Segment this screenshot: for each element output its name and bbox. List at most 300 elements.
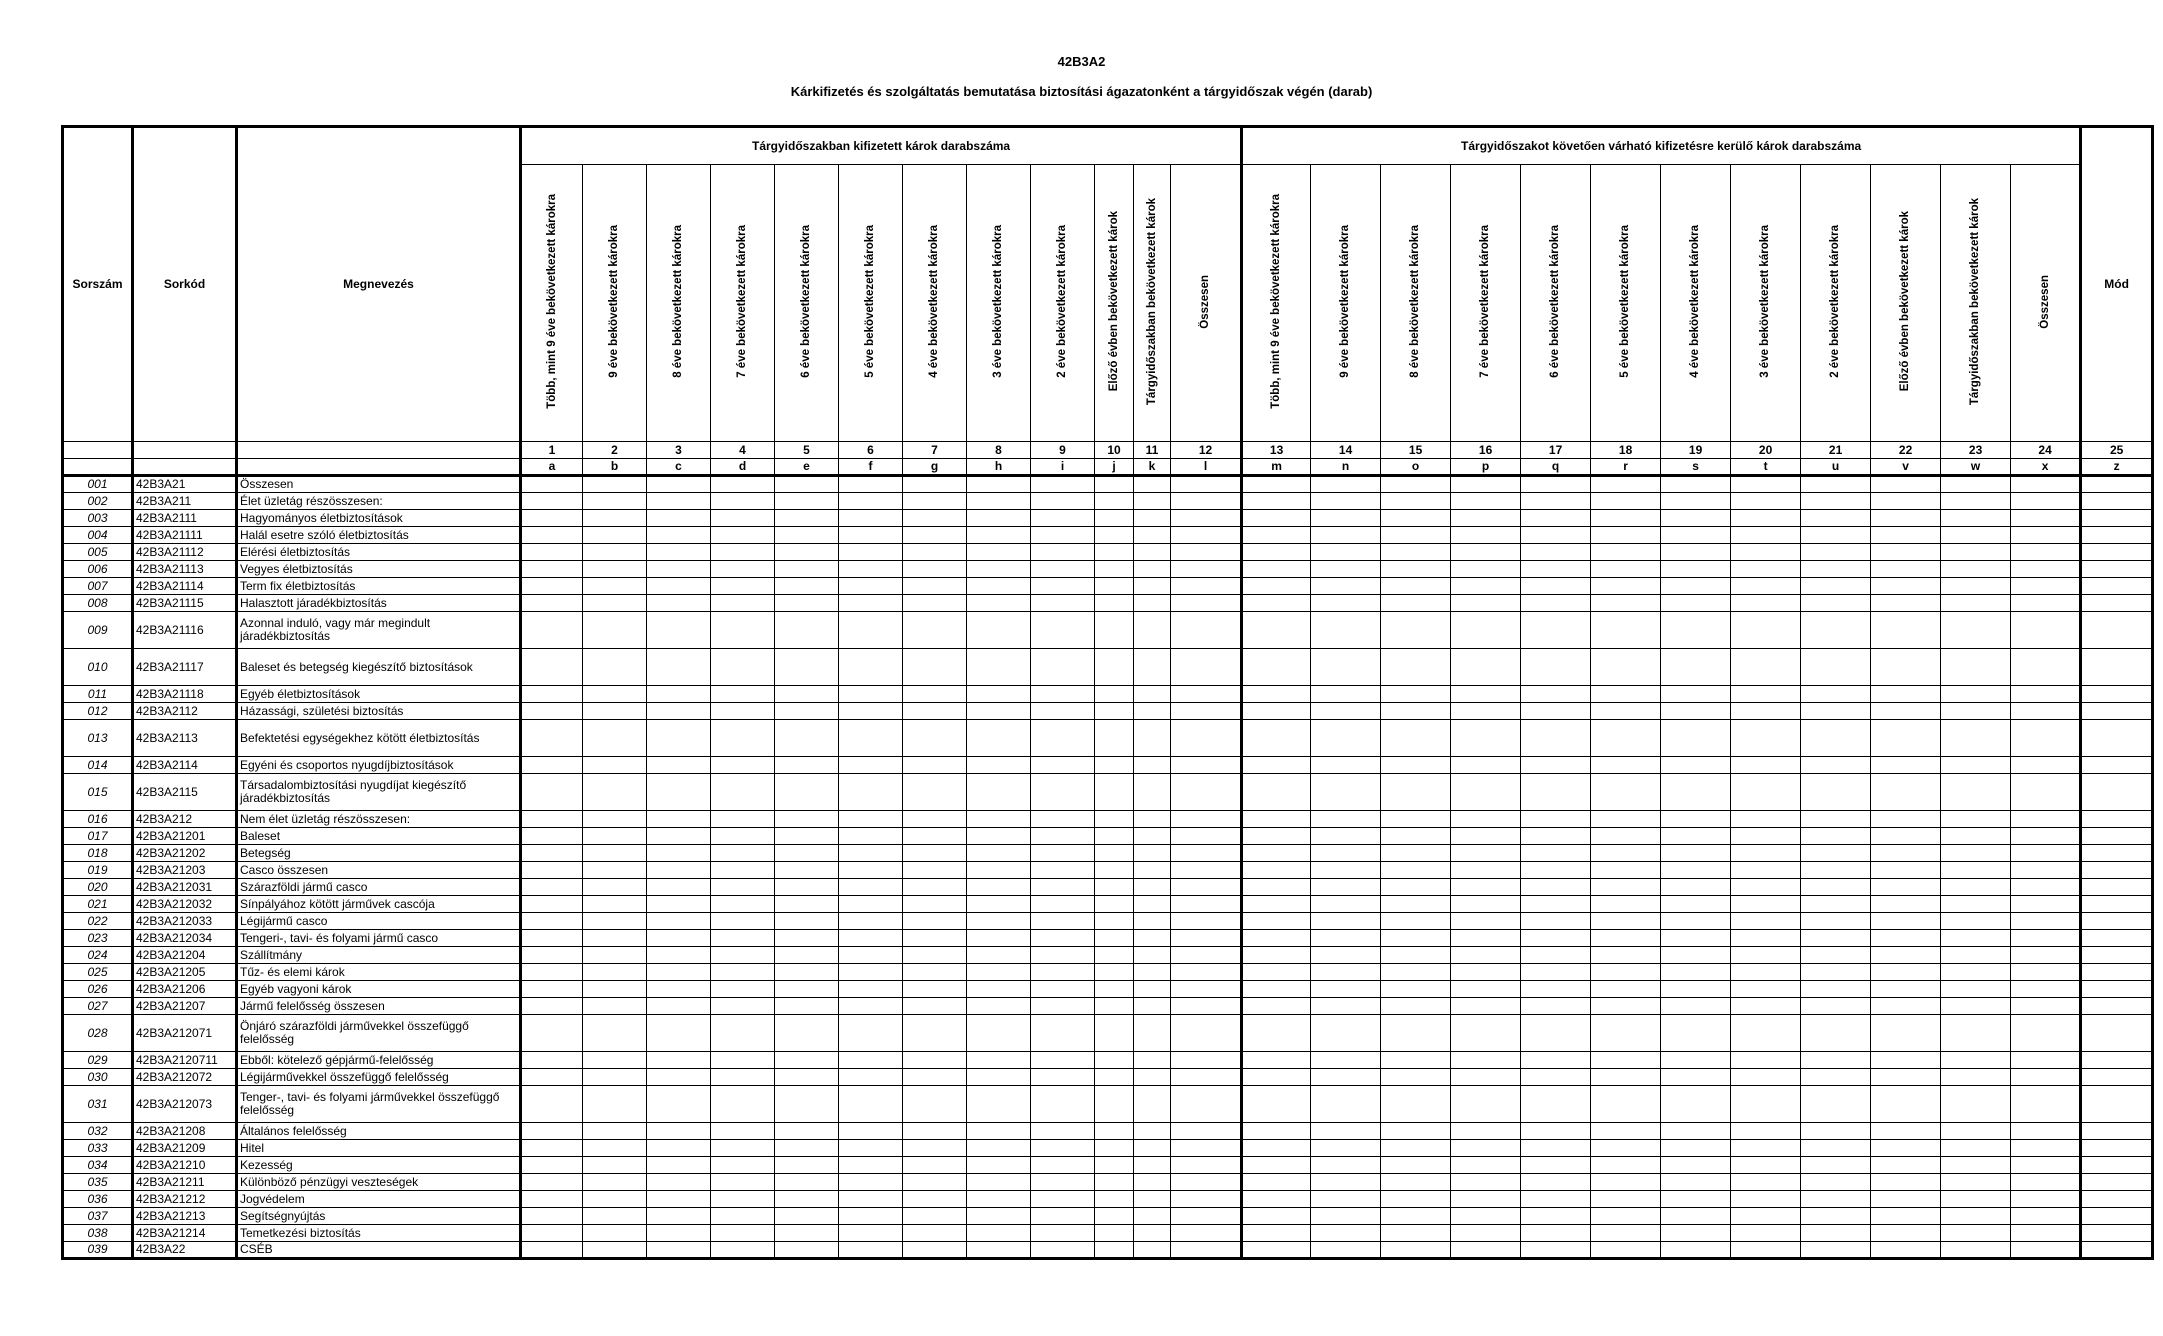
data-cell[interactable] (1134, 1015, 1171, 1052)
data-cell[interactable] (1311, 1015, 1381, 1052)
data-cell[interactable] (1521, 757, 1591, 774)
data-cell[interactable] (903, 578, 967, 595)
data-cell[interactable] (1521, 1242, 1591, 1259)
data-cell[interactable] (1871, 1069, 1941, 1086)
data-cell[interactable] (2081, 544, 2153, 561)
data-cell[interactable] (1311, 1052, 1381, 1069)
data-cell[interactable] (903, 1208, 967, 1225)
data-cell[interactable] (1591, 998, 1661, 1015)
data-cell[interactable] (1171, 686, 1242, 703)
data-cell[interactable] (647, 595, 711, 612)
data-cell[interactable] (711, 1191, 775, 1208)
data-cell[interactable] (1095, 649, 1134, 686)
data-cell[interactable] (1171, 879, 1242, 896)
data-cell[interactable] (2011, 544, 2081, 561)
data-cell[interactable] (711, 595, 775, 612)
data-cell[interactable] (1591, 1052, 1661, 1069)
data-cell[interactable] (1941, 1174, 2011, 1191)
data-cell[interactable] (1731, 774, 1801, 811)
data-cell[interactable] (1095, 879, 1134, 896)
data-cell[interactable] (1095, 862, 1134, 879)
data-cell[interactable] (1242, 544, 1311, 561)
data-cell[interactable] (1031, 686, 1095, 703)
data-cell[interactable] (2081, 862, 2153, 879)
data-cell[interactable] (1381, 913, 1451, 930)
data-cell[interactable] (2081, 1015, 2153, 1052)
data-cell[interactable] (647, 527, 711, 544)
data-cell[interactable] (1661, 896, 1731, 913)
data-cell[interactable] (711, 686, 775, 703)
data-cell[interactable] (1095, 476, 1134, 493)
data-cell[interactable] (1661, 686, 1731, 703)
data-cell[interactable] (1801, 1191, 1871, 1208)
data-cell[interactable] (711, 544, 775, 561)
data-cell[interactable] (1171, 1123, 1242, 1140)
data-cell[interactable] (1941, 510, 2011, 527)
data-cell[interactable] (839, 649, 903, 686)
data-cell[interactable] (1521, 1052, 1591, 1069)
data-cell[interactable] (521, 930, 583, 947)
data-cell[interactable] (2011, 828, 2081, 845)
data-cell[interactable] (2081, 964, 2153, 981)
data-cell[interactable] (711, 757, 775, 774)
data-cell[interactable] (1731, 1242, 1801, 1259)
data-cell[interactable] (647, 649, 711, 686)
data-cell[interactable] (1521, 595, 1591, 612)
data-cell[interactable] (583, 1174, 647, 1191)
data-cell[interactable] (967, 686, 1031, 703)
data-cell[interactable] (2081, 811, 2153, 828)
data-cell[interactable] (1521, 493, 1591, 510)
data-cell[interactable] (1242, 595, 1311, 612)
data-cell[interactable] (967, 544, 1031, 561)
data-cell[interactable] (1242, 1191, 1311, 1208)
data-cell[interactable] (2011, 612, 2081, 649)
data-cell[interactable] (1521, 561, 1591, 578)
data-cell[interactable] (1731, 913, 1801, 930)
data-cell[interactable] (1095, 1242, 1134, 1259)
data-cell[interactable] (839, 561, 903, 578)
data-cell[interactable] (1801, 510, 1871, 527)
data-cell[interactable] (1095, 845, 1134, 862)
data-cell[interactable] (1242, 527, 1311, 544)
data-cell[interactable] (2011, 1069, 2081, 1086)
data-cell[interactable] (775, 1086, 839, 1123)
data-cell[interactable] (1242, 998, 1311, 1015)
data-cell[interactable] (1871, 757, 1941, 774)
data-cell[interactable] (1521, 879, 1591, 896)
data-cell[interactable] (1871, 703, 1941, 720)
data-cell[interactable] (775, 1069, 839, 1086)
data-cell[interactable] (711, 510, 775, 527)
data-cell[interactable] (647, 845, 711, 862)
data-cell[interactable] (775, 1242, 839, 1259)
data-cell[interactable] (711, 1140, 775, 1157)
data-cell[interactable] (839, 896, 903, 913)
data-cell[interactable] (839, 757, 903, 774)
data-cell[interactable] (1095, 811, 1134, 828)
data-cell[interactable] (647, 1069, 711, 1086)
data-cell[interactable] (2081, 774, 2153, 811)
data-cell[interactable] (967, 1123, 1031, 1140)
data-cell[interactable] (1941, 686, 2011, 703)
data-cell[interactable] (1451, 879, 1521, 896)
data-cell[interactable] (1311, 1086, 1381, 1123)
data-cell[interactable] (2081, 981, 2153, 998)
data-cell[interactable] (839, 845, 903, 862)
data-cell[interactable] (1095, 1140, 1134, 1157)
data-cell[interactable] (2081, 1225, 2153, 1242)
data-cell[interactable] (583, 845, 647, 862)
data-cell[interactable] (711, 476, 775, 493)
data-cell[interactable] (1871, 930, 1941, 947)
data-cell[interactable] (647, 720, 711, 757)
data-cell[interactable] (1731, 896, 1801, 913)
data-cell[interactable] (1871, 879, 1941, 896)
data-cell[interactable] (903, 862, 967, 879)
data-cell[interactable] (839, 1086, 903, 1123)
data-cell[interactable] (1451, 862, 1521, 879)
data-cell[interactable] (647, 476, 711, 493)
data-cell[interactable] (903, 757, 967, 774)
data-cell[interactable] (521, 493, 583, 510)
data-cell[interactable] (1451, 1225, 1521, 1242)
data-cell[interactable] (647, 947, 711, 964)
data-cell[interactable] (1801, 757, 1871, 774)
data-cell[interactable] (1171, 561, 1242, 578)
data-cell[interactable] (1871, 1086, 1941, 1123)
data-cell[interactable] (1095, 998, 1134, 1015)
data-cell[interactable] (1521, 896, 1591, 913)
data-cell[interactable] (1311, 998, 1381, 1015)
data-cell[interactable] (1731, 828, 1801, 845)
data-cell[interactable] (903, 1191, 967, 1208)
data-cell[interactable] (1801, 527, 1871, 544)
data-cell[interactable] (647, 998, 711, 1015)
data-cell[interactable] (1311, 879, 1381, 896)
data-cell[interactable] (1134, 1225, 1171, 1242)
data-cell[interactable] (647, 757, 711, 774)
data-cell[interactable] (903, 964, 967, 981)
data-cell[interactable] (711, 493, 775, 510)
data-cell[interactable] (903, 930, 967, 947)
data-cell[interactable] (1095, 774, 1134, 811)
data-cell[interactable] (1731, 595, 1801, 612)
data-cell[interactable] (839, 1174, 903, 1191)
data-cell[interactable] (1134, 845, 1171, 862)
data-cell[interactable] (2011, 703, 2081, 720)
data-cell[interactable] (1311, 476, 1381, 493)
data-cell[interactable] (583, 510, 647, 527)
data-cell[interactable] (1311, 1140, 1381, 1157)
data-cell[interactable] (1031, 879, 1095, 896)
data-cell[interactable] (1731, 612, 1801, 649)
data-cell[interactable] (1661, 981, 1731, 998)
data-cell[interactable] (1941, 1086, 2011, 1123)
data-cell[interactable] (1381, 1052, 1451, 1069)
data-cell[interactable] (1242, 578, 1311, 595)
data-cell[interactable] (1731, 757, 1801, 774)
data-cell[interactable] (1941, 964, 2011, 981)
data-cell[interactable] (1941, 720, 2011, 757)
data-cell[interactable] (1242, 845, 1311, 862)
data-cell[interactable] (1591, 561, 1661, 578)
data-cell[interactable] (1661, 1123, 1731, 1140)
data-cell[interactable] (1731, 703, 1801, 720)
data-cell[interactable] (903, 879, 967, 896)
data-cell[interactable] (1801, 845, 1871, 862)
data-cell[interactable] (711, 1242, 775, 1259)
data-cell[interactable] (903, 1123, 967, 1140)
data-cell[interactable] (1381, 1208, 1451, 1225)
data-cell[interactable] (1311, 862, 1381, 879)
data-cell[interactable] (1031, 1208, 1095, 1225)
data-cell[interactable] (1591, 896, 1661, 913)
data-cell[interactable] (1031, 1086, 1095, 1123)
data-cell[interactable] (1311, 757, 1381, 774)
data-cell[interactable] (1521, 649, 1591, 686)
data-cell[interactable] (903, 845, 967, 862)
data-cell[interactable] (1134, 578, 1171, 595)
data-cell[interactable] (2011, 845, 2081, 862)
data-cell[interactable] (839, 1208, 903, 1225)
data-cell[interactable] (1381, 578, 1451, 595)
data-cell[interactable] (1941, 1069, 2011, 1086)
data-cell[interactable] (2081, 578, 2153, 595)
data-cell[interactable] (1661, 1140, 1731, 1157)
data-cell[interactable] (1871, 913, 1941, 930)
data-cell[interactable] (1171, 981, 1242, 998)
data-cell[interactable] (1031, 1191, 1095, 1208)
data-cell[interactable] (1031, 527, 1095, 544)
data-cell[interactable] (1801, 930, 1871, 947)
data-cell[interactable] (903, 1086, 967, 1123)
data-cell[interactable] (1381, 811, 1451, 828)
data-cell[interactable] (1451, 510, 1521, 527)
data-cell[interactable] (1801, 862, 1871, 879)
data-cell[interactable] (1311, 774, 1381, 811)
data-cell[interactable] (775, 544, 839, 561)
data-cell[interactable] (839, 703, 903, 720)
data-cell[interactable] (1031, 981, 1095, 998)
data-cell[interactable] (839, 981, 903, 998)
data-cell[interactable] (1661, 1069, 1731, 1086)
data-cell[interactable] (967, 510, 1031, 527)
data-cell[interactable] (1311, 1242, 1381, 1259)
data-cell[interactable] (775, 1225, 839, 1242)
data-cell[interactable] (711, 561, 775, 578)
data-cell[interactable] (1591, 686, 1661, 703)
data-cell[interactable] (1311, 896, 1381, 913)
data-cell[interactable] (1031, 862, 1095, 879)
data-cell[interactable] (2011, 561, 2081, 578)
data-cell[interactable] (1801, 720, 1871, 757)
data-cell[interactable] (839, 686, 903, 703)
data-cell[interactable] (1134, 947, 1171, 964)
data-cell[interactable] (903, 686, 967, 703)
data-cell[interactable] (1311, 544, 1381, 561)
data-cell[interactable] (1451, 1123, 1521, 1140)
data-cell[interactable] (583, 964, 647, 981)
data-cell[interactable] (647, 913, 711, 930)
data-cell[interactable] (1941, 845, 2011, 862)
data-cell[interactable] (1095, 913, 1134, 930)
data-cell[interactable] (1311, 649, 1381, 686)
data-cell[interactable] (1171, 862, 1242, 879)
data-cell[interactable] (1242, 964, 1311, 981)
data-cell[interactable] (839, 1242, 903, 1259)
data-cell[interactable] (1941, 811, 2011, 828)
data-cell[interactable] (967, 561, 1031, 578)
data-cell[interactable] (775, 1191, 839, 1208)
data-cell[interactable] (521, 1140, 583, 1157)
data-cell[interactable] (775, 1174, 839, 1191)
data-cell[interactable] (1941, 476, 2011, 493)
data-cell[interactable] (1381, 1015, 1451, 1052)
data-cell[interactable] (775, 1052, 839, 1069)
data-cell[interactable] (1591, 612, 1661, 649)
data-cell[interactable] (1242, 1225, 1311, 1242)
data-cell[interactable] (1521, 720, 1591, 757)
data-cell[interactable] (1134, 811, 1171, 828)
data-cell[interactable] (647, 612, 711, 649)
data-cell[interactable] (1801, 1174, 1871, 1191)
data-cell[interactable] (2081, 879, 2153, 896)
data-cell[interactable] (775, 879, 839, 896)
data-cell[interactable] (1941, 896, 2011, 913)
data-cell[interactable] (1311, 947, 1381, 964)
data-cell[interactable] (1661, 1208, 1731, 1225)
data-cell[interactable] (1171, 720, 1242, 757)
data-cell[interactable] (1031, 1123, 1095, 1140)
data-cell[interactable] (1095, 527, 1134, 544)
data-cell[interactable] (1521, 998, 1591, 1015)
data-cell[interactable] (521, 1157, 583, 1174)
data-cell[interactable] (2011, 998, 2081, 1015)
data-cell[interactable] (1451, 1140, 1521, 1157)
data-cell[interactable] (711, 649, 775, 686)
data-cell[interactable] (1591, 811, 1661, 828)
data-cell[interactable] (1731, 879, 1801, 896)
data-cell[interactable] (1591, 774, 1661, 811)
data-cell[interactable] (1171, 1157, 1242, 1174)
data-cell[interactable] (967, 1069, 1031, 1086)
data-cell[interactable] (2011, 774, 2081, 811)
data-cell[interactable] (1031, 896, 1095, 913)
data-cell[interactable] (1242, 1015, 1311, 1052)
data-cell[interactable] (1134, 930, 1171, 947)
data-cell[interactable] (2081, 1242, 2153, 1259)
data-cell[interactable] (647, 1140, 711, 1157)
data-cell[interactable] (1171, 510, 1242, 527)
data-cell[interactable] (1801, 1086, 1871, 1123)
data-cell[interactable] (583, 649, 647, 686)
data-cell[interactable] (1871, 649, 1941, 686)
data-cell[interactable] (521, 720, 583, 757)
data-cell[interactable] (521, 862, 583, 879)
data-cell[interactable] (967, 1015, 1031, 1052)
data-cell[interactable] (903, 896, 967, 913)
data-cell[interactable] (2011, 510, 2081, 527)
data-cell[interactable] (1242, 981, 1311, 998)
data-cell[interactable] (1941, 774, 2011, 811)
data-cell[interactable] (521, 1191, 583, 1208)
data-cell[interactable] (521, 1242, 583, 1259)
data-cell[interactable] (583, 998, 647, 1015)
data-cell[interactable] (583, 1015, 647, 1052)
data-cell[interactable] (1661, 998, 1731, 1015)
data-cell[interactable] (2011, 913, 2081, 930)
data-cell[interactable] (1661, 561, 1731, 578)
data-cell[interactable] (1171, 913, 1242, 930)
data-cell[interactable] (1591, 527, 1661, 544)
data-cell[interactable] (1242, 612, 1311, 649)
data-cell[interactable] (1451, 1157, 1521, 1174)
data-cell[interactable] (711, 1015, 775, 1052)
data-cell[interactable] (521, 1225, 583, 1242)
data-cell[interactable] (1871, 845, 1941, 862)
data-cell[interactable] (1095, 1191, 1134, 1208)
data-cell[interactable] (1591, 981, 1661, 998)
data-cell[interactable] (839, 998, 903, 1015)
data-cell[interactable] (1381, 510, 1451, 527)
data-cell[interactable] (647, 774, 711, 811)
data-cell[interactable] (839, 964, 903, 981)
data-cell[interactable] (647, 862, 711, 879)
data-cell[interactable] (1661, 595, 1731, 612)
data-cell[interactable] (1521, 930, 1591, 947)
data-cell[interactable] (583, 476, 647, 493)
data-cell[interactable] (2011, 1015, 2081, 1052)
data-cell[interactable] (711, 1225, 775, 1242)
data-cell[interactable] (1591, 649, 1661, 686)
data-cell[interactable] (711, 1208, 775, 1225)
data-cell[interactable] (711, 947, 775, 964)
data-cell[interactable] (1801, 896, 1871, 913)
data-cell[interactable] (1661, 720, 1731, 757)
data-cell[interactable] (903, 828, 967, 845)
data-cell[interactable] (2011, 1052, 2081, 1069)
data-cell[interactable] (2081, 510, 2153, 527)
data-cell[interactable] (1941, 1015, 2011, 1052)
data-cell[interactable] (1242, 811, 1311, 828)
data-cell[interactable] (1381, 845, 1451, 862)
data-cell[interactable] (1311, 595, 1381, 612)
data-cell[interactable] (1031, 1225, 1095, 1242)
data-cell[interactable] (2011, 879, 2081, 896)
data-cell[interactable] (1381, 998, 1451, 1015)
data-cell[interactable] (1521, 1174, 1591, 1191)
data-cell[interactable] (1171, 1015, 1242, 1052)
data-cell[interactable] (647, 686, 711, 703)
data-cell[interactable] (1871, 595, 1941, 612)
data-cell[interactable] (903, 1174, 967, 1191)
data-cell[interactable] (1451, 686, 1521, 703)
data-cell[interactable] (1134, 1069, 1171, 1086)
data-cell[interactable] (1941, 1242, 2011, 1259)
data-cell[interactable] (2011, 1157, 2081, 1174)
data-cell[interactable] (1661, 964, 1731, 981)
data-cell[interactable] (1661, 578, 1731, 595)
data-cell[interactable] (2081, 828, 2153, 845)
data-cell[interactable] (775, 612, 839, 649)
data-cell[interactable] (1731, 947, 1801, 964)
data-cell[interactable] (1801, 947, 1871, 964)
data-cell[interactable] (1171, 493, 1242, 510)
data-cell[interactable] (1661, 913, 1731, 930)
data-cell[interactable] (1134, 1242, 1171, 1259)
data-cell[interactable] (1451, 649, 1521, 686)
